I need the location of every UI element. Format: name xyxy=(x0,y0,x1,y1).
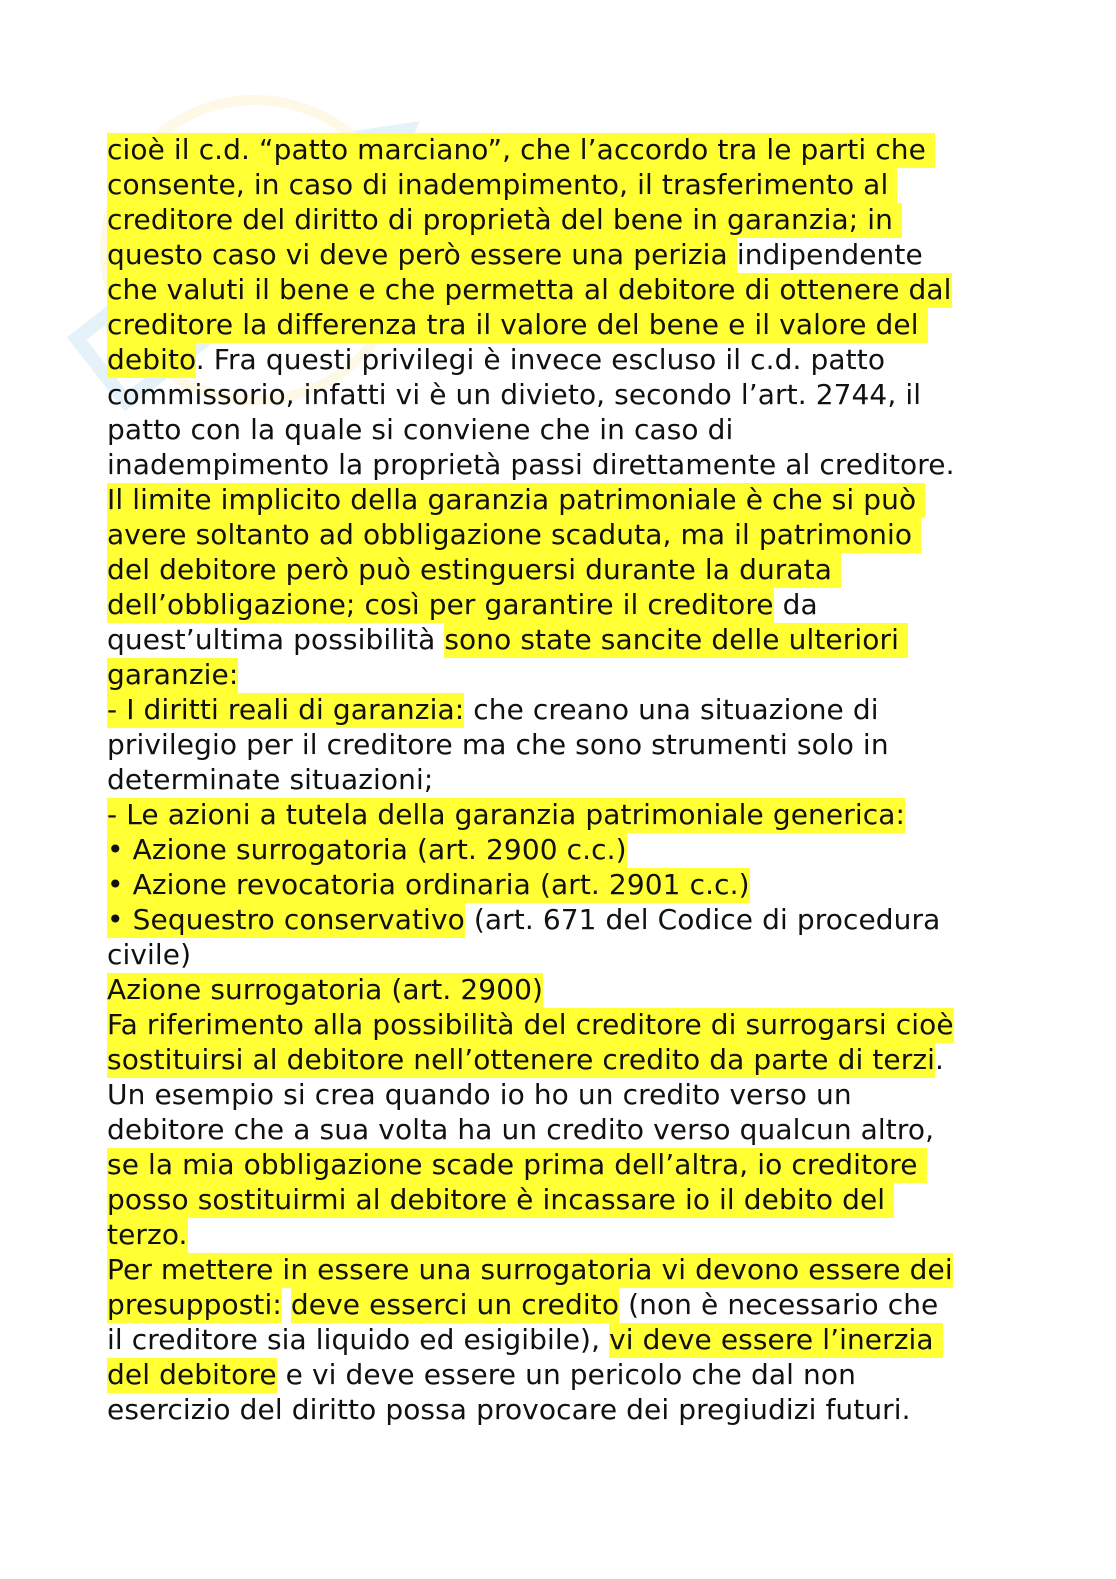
text-line xyxy=(107,1357,1067,1392)
text-line xyxy=(107,1042,1067,1077)
text-line xyxy=(107,482,1067,517)
highlighted-text: del debitore però può estinguersi durante la durata xyxy=(107,553,841,586)
highlighted-text: Il limite implicito della garanzia patrimoniale è che si può xyxy=(107,483,926,516)
plain-text xyxy=(282,1288,291,1321)
highlighted-text: • Sequestro conservativo xyxy=(107,903,465,936)
highlighted-text: presupposti: xyxy=(107,1288,282,1321)
highlighted-text: Fa riferimento alla possibilità del creditore di surrogarsi cioè xyxy=(107,1008,954,1041)
text-line xyxy=(107,832,1067,867)
plain-text: da xyxy=(773,588,818,621)
plain-text: patto con la quale si conviene che in caso di xyxy=(107,413,734,446)
text-line xyxy=(107,1252,1067,1287)
highlighted-text: del debitore xyxy=(107,1358,277,1391)
highlighted-text: - I diritti reali di garanzia: xyxy=(107,693,465,726)
text-line xyxy=(107,1077,1067,1112)
highlighted-text: se la mia obbligazione scade prima dell’altra, io creditore xyxy=(107,1148,927,1181)
highlighted-text: deve esserci un credito xyxy=(290,1288,620,1321)
plain-text: determinate situazioni; xyxy=(107,763,434,796)
highlighted-text: sono state sancite delle ulteriori xyxy=(444,623,908,656)
text-line xyxy=(107,1112,1067,1147)
text-line xyxy=(107,202,1067,237)
plain-text: debitore che a sua volta ha un credito verso qualcun altro, xyxy=(107,1113,935,1146)
text-line xyxy=(107,1392,1067,1427)
text-line xyxy=(107,1007,1067,1042)
text-line xyxy=(107,972,1067,1007)
highlighted-text: Per mettere in essere una surrogatoria vi devono essere dei xyxy=(107,1253,953,1286)
plain-text: . xyxy=(935,1043,945,1076)
text-line xyxy=(107,902,1067,937)
highlighted-text: creditore del diritto di proprietà del bene in garanzia; in xyxy=(107,203,903,236)
text-line xyxy=(107,587,1067,622)
plain-text: privilegio per il creditore ma che sono strumenti solo in xyxy=(107,728,889,761)
plain-text: commissorio, infatti vi è un divieto, secondo l’art. 2744, il xyxy=(107,378,922,411)
plain-text: esercizio del diritto possa provocare dei pregiudizi futuri. xyxy=(107,1393,911,1426)
highlighted-text: questo caso vi deve però essere una perizia xyxy=(107,238,737,271)
text-line xyxy=(107,692,1067,727)
text-line xyxy=(107,132,1067,167)
highlighted-text: che valuti il bene e che permetta al debitore di ottenere dal xyxy=(107,273,952,306)
text-line xyxy=(107,1287,1067,1322)
text-line xyxy=(107,272,1067,307)
plain-text: il creditore sia liquido ed esigibile), xyxy=(107,1323,610,1356)
text-line xyxy=(107,552,1067,587)
text-line xyxy=(107,447,1067,482)
highlighted-text: • Azione surrogatoria (art. 2900 c.c.) xyxy=(107,833,627,866)
text-line xyxy=(107,517,1067,552)
plain-text: che creano una situazione di xyxy=(464,693,879,726)
highlighted-text: cioè il c.d. “patto marciano”, che l’accordo tra le parti che xyxy=(107,133,935,166)
highlighted-text: posso sostituirmi al debitore è incassare io il debito del xyxy=(107,1183,895,1216)
plain-text: Un esempio si crea quando io ho un credito verso un xyxy=(107,1078,852,1111)
plain-text: (non è necessario che xyxy=(619,1288,939,1321)
highlighted-text: vi deve essere l’inerzia xyxy=(609,1323,943,1356)
highlighted-text: • Azione revocatoria ordinaria (art. 2901 c.c.) xyxy=(107,868,750,901)
text-line xyxy=(107,797,1067,832)
highlighted-text: creditore la differenza tra il valore del bene e il valore del xyxy=(107,308,928,341)
highlighted-text: - Le azioni a tutela della garanzia patrimoniale generica: xyxy=(107,798,906,831)
text-line xyxy=(107,237,1067,272)
text-line xyxy=(107,307,1067,342)
text-line xyxy=(107,762,1067,797)
text-line xyxy=(107,937,1067,972)
plain-text: civile) xyxy=(107,938,192,971)
highlighted-text: Azione surrogatoria (art. 2900) xyxy=(107,973,544,1006)
text-line xyxy=(107,1217,1067,1252)
plain-text: indipendente xyxy=(736,238,923,271)
plain-text: (art. 671 del Codice di procedura xyxy=(464,903,941,936)
plain-text: quest’ultima possibilità xyxy=(107,623,445,656)
text-line xyxy=(107,867,1067,902)
plain-text: e vi deve essere un pericolo che dal non xyxy=(276,1358,856,1391)
highlighted-text: garanzie: xyxy=(107,658,239,691)
text-line xyxy=(107,377,1067,412)
highlighted-text: consente, in caso di inadempimento, il trasferimento al xyxy=(107,168,898,201)
text-line xyxy=(107,1182,1067,1217)
text-line xyxy=(107,657,1067,692)
text-line xyxy=(107,727,1067,762)
highlighted-text: debito xyxy=(107,343,196,376)
plain-text: . Fra questi privilegi è invece escluso il c.d. patto xyxy=(195,343,886,376)
text-line xyxy=(107,342,1067,377)
highlighted-text: dell’obbligazione; così per garantire il creditore xyxy=(107,588,774,621)
text-line xyxy=(107,167,1067,202)
highlighted-text: sostituirsi al debitore nell’ottenere credito da parte di terzi xyxy=(107,1043,936,1076)
highlighted-text: terzo. xyxy=(107,1218,188,1251)
plain-text: inadempimento la proprietà passi direttamente al creditore. xyxy=(107,448,955,481)
text-line xyxy=(107,1322,1067,1357)
highlighted-text: avere soltanto ad obbligazione scaduta, ma il patrimonio xyxy=(107,518,922,551)
text-line xyxy=(107,412,1067,447)
text-line xyxy=(107,1147,1067,1182)
document-body xyxy=(107,132,1067,1427)
text-line xyxy=(107,622,1067,657)
